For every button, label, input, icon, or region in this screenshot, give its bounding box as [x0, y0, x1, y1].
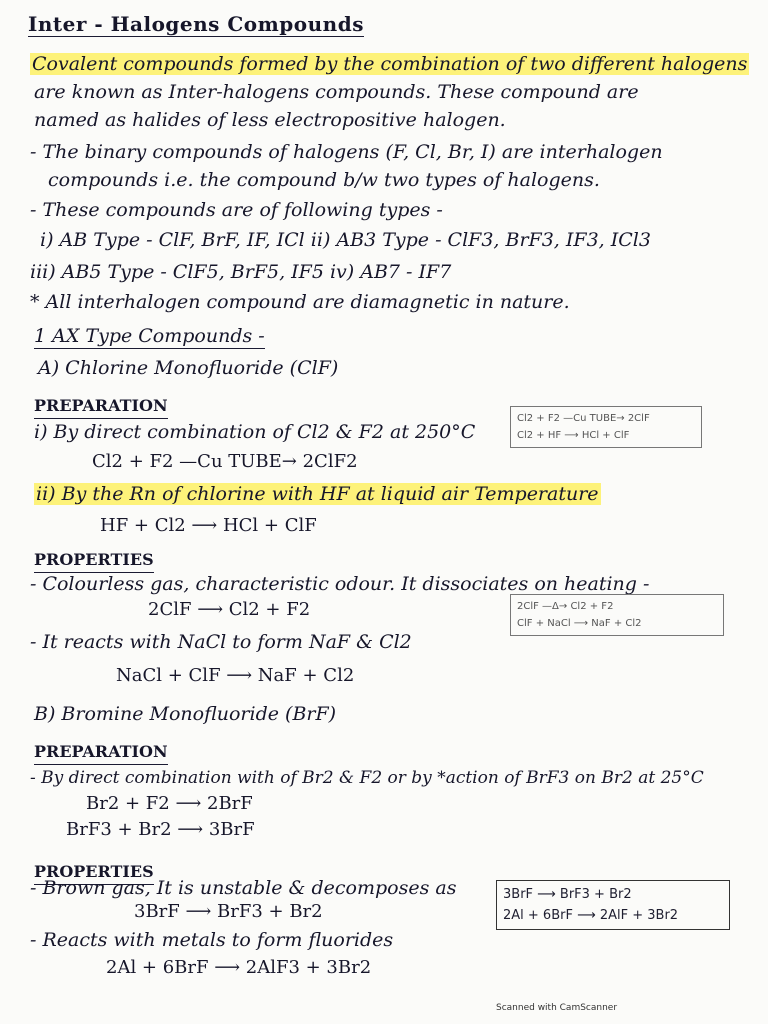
- eq-clf-nacl: NaCl + ClF ⟶ NaF + Cl2: [116, 665, 355, 686]
- types-intro: - These compounds are of following types -: [30, 199, 443, 221]
- eq-clf-dissociation: 2ClF ⟶ Cl2 + F2: [148, 599, 311, 620]
- heading-preparation-brf: PREPARATION: [34, 740, 168, 765]
- binary-compounds-line-2: compounds i.e. the compound b/w two types of halogens.: [48, 169, 600, 191]
- eq-clf-prep-2: HF + Cl2 ⟶ HCl + ClF: [100, 515, 317, 536]
- scanner-watermark: Scanned with CamScanner: [496, 1003, 618, 1013]
- heading-clf: A) Chlorine Monofluoride (ClF): [38, 357, 339, 379]
- box-line: Cl2 + HF ⟶ HCl + ClF: [517, 430, 630, 441]
- heading-properties-brf: PROPERTIES: [34, 860, 154, 885]
- box-line: ClF + NaCl ⟶ NaF + Cl2: [517, 618, 642, 629]
- box-line: 2ClF —Δ→ Cl2 + F2: [517, 601, 614, 612]
- prop-brf-1: - Brown gas, It is unstable & decomposes as: [30, 877, 457, 899]
- types-ab-ab3: i) AB Type - ClF, BrF, IF, ICl ii) AB3 Type - ClF3, BrF3, IF3, ICl3: [40, 229, 651, 251]
- definition-line-3: named as halides of less electropositive halogen.: [34, 109, 506, 131]
- section-ax-type: 1 AX Type Compounds -: [34, 325, 265, 347]
- heading-properties-clf: PROPERTIES: [34, 548, 154, 573]
- prep-clf-1: i) By direct combination of Cl2 & F2 at 250°C: [34, 421, 476, 443]
- binary-compounds-line-1: - The binary compounds of halogens (F, Cl, Br, I) are interhalogen: [30, 141, 663, 163]
- definition-line-1: Covalent compounds formed by the combination of two different halogens: [32, 53, 748, 75]
- box-line: Cl2 + F2 —Cu TUBE→ 2ClF: [517, 413, 650, 424]
- box-line: 3BrF ⟶ BrF3 + Br2: [503, 887, 632, 902]
- definition-line-2: are known as Inter-halogens compounds. These compound are: [34, 81, 639, 103]
- box-line: 2Al + 6BrF ⟶ 2AlF + 3Br2: [503, 908, 679, 923]
- types-ab5-ab7: iii) AB5 Type - ClF5, BrF5, IF5 iv) AB7 - IF7: [30, 261, 452, 283]
- eq-brf-decomposition: 3BrF ⟶ BrF3 + Br2: [134, 901, 323, 922]
- prep-brf-1: - By direct combination with of Br2 & F2 or by *action of BrF3 on Br2 at 25°C: [30, 768, 704, 788]
- diamagnetic-note: * All interhalogen compound are diamagnetic in nature.: [30, 291, 570, 313]
- heading-brf: B) Bromine Monofluoride (BrF): [34, 703, 337, 725]
- eq-brf-prep-2: BrF3 + Br2 ⟶ 3BrF: [66, 819, 255, 840]
- prop-clf-1: - Colourless gas, characteristic odour. It dissociates on heating -: [30, 573, 650, 595]
- eq-brf-prep-1: Br2 + F2 ⟶ 2BrF: [86, 793, 253, 814]
- prop-clf-2: - It reacts with NaCl to form NaF & Cl2: [30, 631, 412, 653]
- eq-clf-prep-1: Cl2 + F2 —Cu TUBE→ 2ClF2: [92, 451, 358, 472]
- prop-brf-2: - Reacts with metals to form fluorides: [30, 929, 394, 951]
- heading-preparation-clf: PREPARATION: [34, 394, 168, 419]
- side-box-brf-props: [496, 880, 730, 930]
- page-title: Inter - Halogens Compounds: [28, 12, 364, 36]
- side-box-clf-props: [510, 594, 724, 636]
- side-box-clf-prep: [510, 406, 702, 448]
- prep-clf-2: ii) By the Rn of chlorine with HF at liquid air Temperature: [36, 483, 599, 505]
- eq-brf-metals: 2Al + 6BrF ⟶ 2AlF3 + 3Br2: [106, 957, 372, 978]
